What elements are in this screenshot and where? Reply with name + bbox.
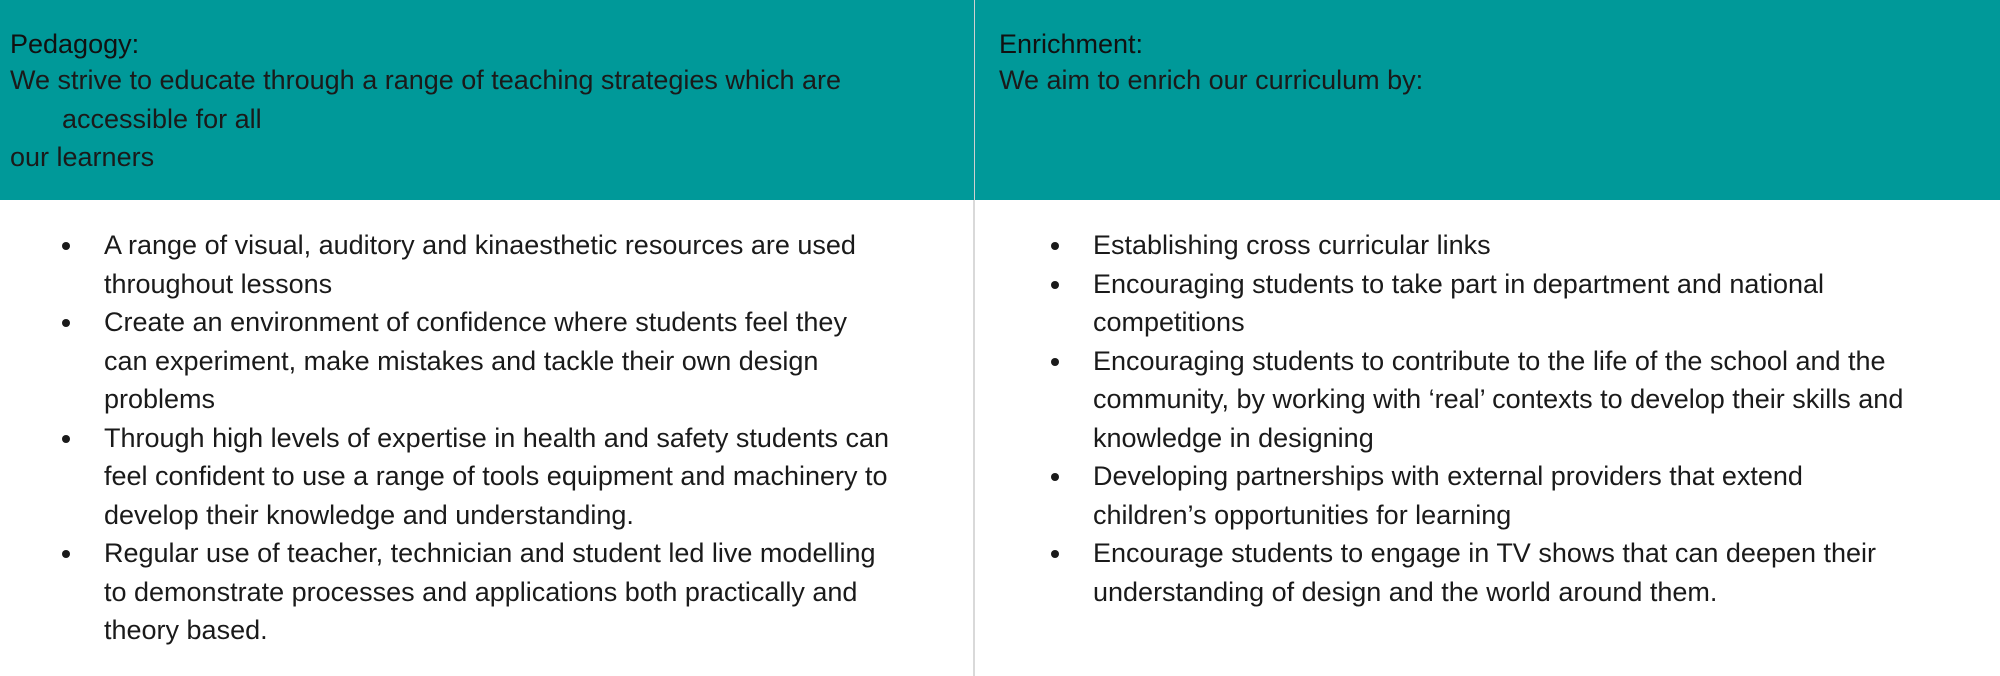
list-item-text: theory based. bbox=[104, 615, 268, 645]
list-item-text: Encouraging students to take part in department and national bbox=[1093, 268, 1824, 299]
bullet-icon bbox=[1051, 242, 1059, 250]
list-item-text: develop their knowledge and understanding. bbox=[104, 499, 634, 530]
list-item-text: children’s opportunities for learning bbox=[1093, 499, 1512, 530]
enrichment-header-cell bbox=[975, 0, 2000, 200]
pedagogy-intro-line: our learners bbox=[10, 142, 155, 172]
list-item-text: Encouraging students to contribute to the life of the school and the bbox=[1093, 345, 1886, 376]
list-item bbox=[1093, 342, 1993, 458]
bullet-icon bbox=[1051, 281, 1059, 289]
enrichment-heading: Enrichment: bbox=[999, 29, 1144, 59]
enrichment-bullet-list bbox=[1093, 226, 1993, 611]
list-item-text: throughout lessons bbox=[104, 268, 333, 299]
list-item-text: Encourage students to engage in TV shows that can deepen their bbox=[1093, 538, 1877, 568]
pedagogy-heading: Pedagogy: bbox=[10, 29, 140, 59]
list-item-text: Establishing cross curricular links bbox=[1093, 230, 1491, 260]
list-item bbox=[1093, 457, 1993, 534]
pedagogy-intro-line: accessible for all bbox=[62, 103, 262, 134]
bullet-icon bbox=[62, 550, 70, 558]
list-item-text: feel confident to use a range of tools equipment and machinery to bbox=[104, 461, 888, 491]
list-item-text: Developing partnerships with external providers that extend bbox=[1093, 461, 1803, 491]
bullet-icon bbox=[62, 435, 70, 443]
pedagogy-intro bbox=[10, 61, 841, 177]
list-item-text: to demonstrate processes and applications both practically and bbox=[104, 576, 858, 607]
list-item bbox=[1093, 226, 1993, 265]
list-item-text: knowledge in designing bbox=[1093, 422, 1374, 453]
list-item-text: A range of visual, auditory and kinaesthetic resources are used bbox=[104, 230, 856, 260]
pedagogy-header-cell bbox=[0, 0, 975, 200]
bullet-icon bbox=[1051, 473, 1059, 481]
pedagogy-intro-line: We strive to educate through a range of teaching strategies which are bbox=[10, 65, 841, 95]
list-item-text: Regular use of teacher, technician and student led live modelling bbox=[104, 538, 876, 568]
bullet-icon bbox=[62, 319, 70, 327]
list-item bbox=[104, 303, 964, 419]
list-item bbox=[104, 534, 964, 650]
list-item-text: competitions bbox=[1093, 307, 1245, 337]
enrichment-intro-line: We aim to enrich our curriculum by: bbox=[999, 65, 1424, 95]
enrichment-intro bbox=[999, 61, 1423, 100]
list-item bbox=[1093, 534, 1993, 611]
pedagogy-bullet-list bbox=[104, 226, 964, 650]
list-item-text: understanding of design and the world around them. bbox=[1093, 576, 1718, 607]
list-item-text: Create an environment of confidence where students feel they bbox=[104, 307, 847, 337]
list-item bbox=[104, 226, 964, 303]
list-item-text: Through high levels of expertise in health and safety students can bbox=[104, 422, 889, 453]
list-item-text: community, by working with ‘real’ contexts to develop their skills and bbox=[1093, 384, 1904, 414]
list-item bbox=[1093, 265, 1993, 342]
bullet-icon bbox=[1051, 550, 1059, 558]
bullet-icon bbox=[62, 242, 70, 250]
bullet-icon bbox=[1051, 358, 1059, 366]
list-item bbox=[104, 419, 964, 535]
list-item-text: can experiment, make mistakes and tackle their own design bbox=[104, 345, 819, 376]
list-item-text: problems bbox=[104, 384, 216, 414]
